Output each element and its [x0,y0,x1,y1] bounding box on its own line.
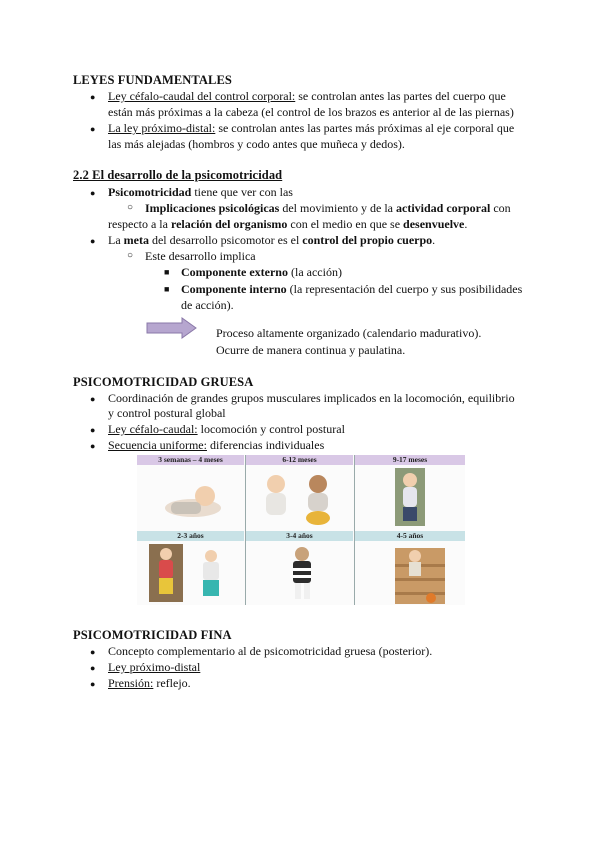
s1-b1-term: Ley céfalo-caudal del control corporal: [108,89,296,103]
s2-square1 [181,265,342,280]
s1-bullet1-line2: están más próximas a la cabeza (el control de los brazos es anterior al de las piernas) [108,105,514,119]
s4-b3-text: reflejo. [153,676,191,690]
s2-sub1-line1 [145,201,511,216]
s2-bullet1 [108,185,293,200]
s2-b2-text3: . [432,233,436,247]
s3-b3-term: Secuencia uniforme: [108,438,207,452]
bullet-dot: ● [90,92,96,102]
s2-sq2-bold: Componente interno [181,282,287,296]
s2-b2-bold2: control del propio cuerpo [302,233,433,247]
stage-label-6-12m: 6-12 meses [246,455,353,465]
s4-b3-term: Prensión: [108,676,154,690]
bullet-dot: ● [90,394,96,404]
s2-sq2-text: (la representación del cuerpo y sus posibilidades [286,282,523,296]
stage-label-3sem-4m: 3 semanas – 4 meses [137,455,244,465]
s3-b2-text: locomoción y control postural [197,422,345,436]
bullet-square: ■ [164,284,170,294]
s2-sub1-l2-text1: respecto a la [108,217,171,231]
s2-sq1-text: (la acción) [287,265,342,279]
bullet-dot: ● [90,425,96,435]
s2-arrow-text-1: Proceso altamente organizado (calendario madurativo). [216,326,482,340]
s3-b2-term: Ley céfalo-caudal: [108,422,198,436]
baby-sitting-photo [246,466,354,530]
bullet-circle: ○ [127,250,134,261]
s3-b3-text: diferencias individuales [206,438,325,452]
s4-b2-term: Ley próximo-distal [108,660,201,674]
bullet-dot: ● [90,188,96,198]
bullet-dot: ● [90,441,96,451]
s2-sub1-l2-text2: con el medio en que se [287,217,404,231]
s2-bullet2 [108,233,435,248]
s1-bullet2-line2: las más alejadas (hombros y codo antes que muñeca y dedos). [108,137,405,151]
heading-psicomotricidad-gruesa: PSICOMOTRICIDAD GRUESA [73,375,254,389]
baby-lying-photo [137,466,245,530]
s2-b1-bold: Psicomotricidad [108,185,192,199]
heading-leyes-fundamentales: LEYES FUNDAMENTALES [73,73,232,87]
bullet-dot: ● [90,647,96,657]
s3-bullet3 [108,438,324,453]
child-running-photo [137,542,245,604]
s2-sub1-text2: con [490,201,511,215]
child-jumping-photo [246,542,354,604]
s3-bullet1-line2: y control postural global [108,406,226,420]
heading-desarrollo-psicomotricidad: 2.2 El desarrollo de la psicomotricidad [73,168,283,182]
s2-sub1-text1: del movimiento y de la [279,201,396,215]
s2-sub1-line2 [108,217,467,232]
motor-development-figure [137,455,465,605]
s1-bullet2-line1 [108,121,514,136]
s4-bullet3 [108,676,191,691]
s1-b2-text: se controlan antes las partes más próximas al eje corporal que [215,121,515,135]
s2-sub1-bold1: Implicaciones psicológicas [145,201,280,215]
bullet-dot: ● [90,663,96,673]
s3-bullet2 [108,422,345,437]
s1-b2-term: La ley próximo-distal: [108,121,216,135]
bullet-dot: ● [90,679,96,689]
bullet-dot: ● [90,236,96,246]
s4-bullet1: Concepto complementario al de psicomotricidad gruesa (posterior). [108,644,433,658]
stage-label-9-17m: 9-17 meses [355,455,465,465]
s2-sub2: Este desarrollo implica [145,249,256,263]
bullet-circle: ○ [127,202,134,213]
stage-label-3-4y: 3-4 años [246,531,353,541]
s2-b2-bold1: meta [123,233,149,247]
stage-label-4-5y: 4-5 años [355,531,465,541]
bullet-dot: ● [90,124,96,134]
s2-sub1-l2-text3: . [464,217,468,231]
s2-sub1-l2-bold1: relación del organismo [170,217,288,231]
s2-arrow-text-2: Ocurre de manera continua y paulatina. [216,343,406,357]
s2-sub1-bold2: actividad corporal [396,201,491,215]
s2-sub1-l2-bold2: desenvuelve [403,217,465,231]
s2-square2-line1 [181,282,522,297]
bullet-square: ■ [164,267,170,277]
s1-bullet1-line1 [108,89,506,104]
s2-b2-text1: La [108,233,124,247]
s2-sq1-bold: Componente externo [181,265,288,279]
toddler-walking-photo [355,466,465,530]
heading-psicomotricidad-fina: PSICOMOTRICIDAD FINA [73,628,232,642]
right-arrow-icon [146,317,198,339]
s4-bullet2 [108,660,200,675]
s2-square2-line2: de acción). [181,298,234,312]
s1-b1-text: se controlan antes las partes del cuerpo que [295,89,506,103]
s2-b2-text2: del desarrollo psicomotor es el [148,233,303,247]
s2-b1-text: tiene que ver con las [191,185,293,199]
stage-label-2-3y: 2-3 años [137,531,244,541]
s3-bullet1-line1: Coordinación de grandes grupos musculares implicados en la locomoción, equilibrio [108,391,515,405]
child-stairs-photo [355,542,465,604]
